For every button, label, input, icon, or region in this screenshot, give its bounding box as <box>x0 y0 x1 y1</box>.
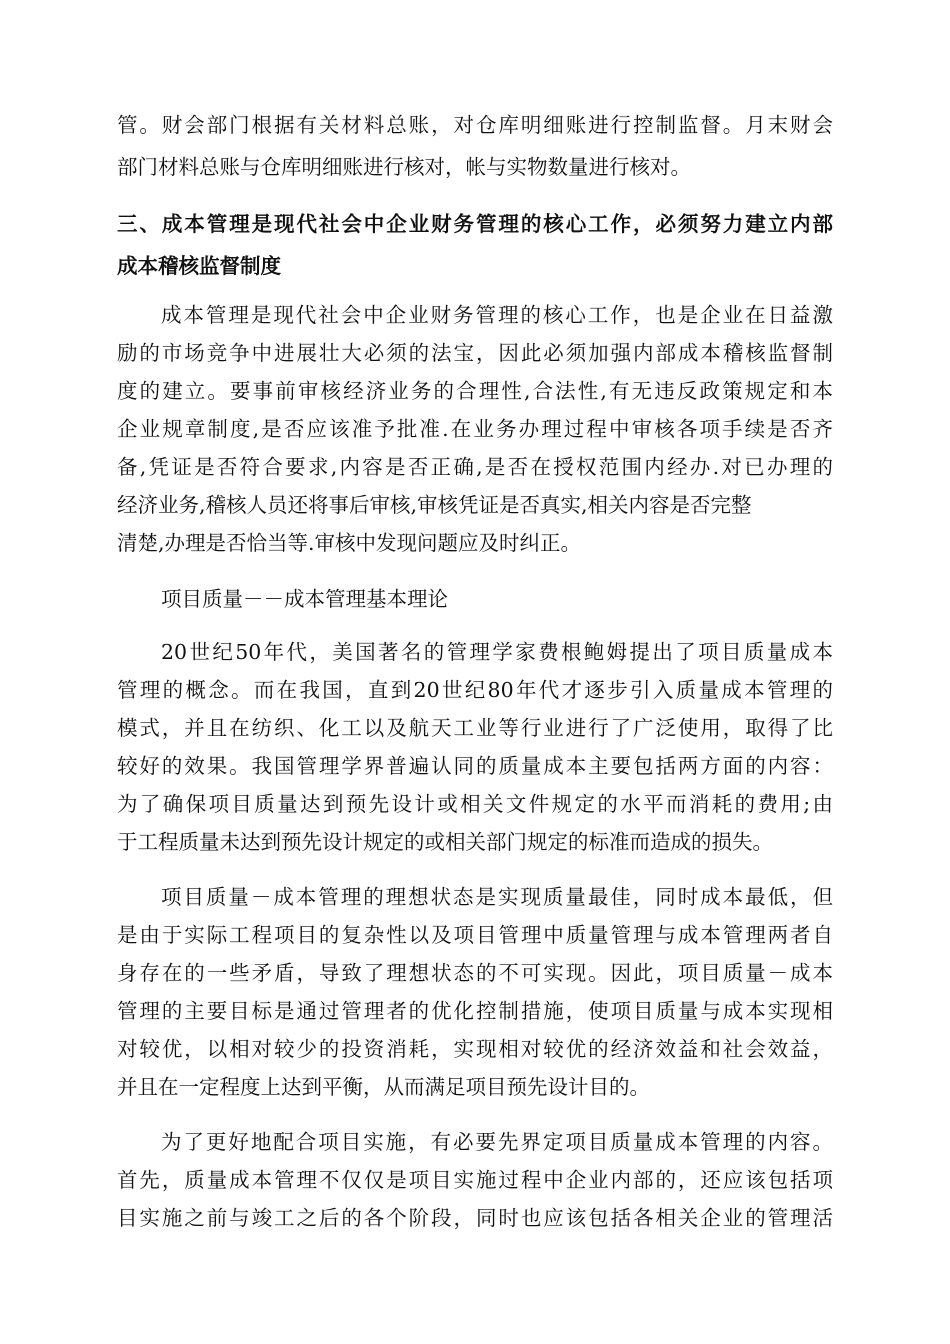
body-text-line: 是由于实际工程项目的复杂性以及项目管理中质量管理与成本管理两者自 <box>117 923 833 947</box>
body-text-line: 并且在一定程度上达到平衡，从而满足项目预先设计目的。 <box>117 1075 650 1099</box>
body-text-line: 20世纪50年代，美国著名的管理学家费根鲍姆提出了项目质量成本 <box>161 640 833 664</box>
body-text-line: 管。财会部门根据有关材料总账，对仓库明细账进行控制监督。月末财会 <box>117 113 833 137</box>
body-text-line: 经济业务,稽核人员还将事后审核,审核凭证是否真实,相关内容是否完整 <box>117 493 752 517</box>
body-text-line: 备,凭证是否符合要求,内容是否正确,是否在授权范围内经办.对已办理的 <box>117 455 833 479</box>
body-text-line: 部门材料总账与仓库明细账进行核对，帐与实物数量进行核对。 <box>117 155 691 179</box>
section-heading: 成本稽核监督制度 <box>117 254 281 278</box>
body-text-line: 目实施之前与竣工之后的各个阶段，同时也应该包括各相关企业的管理活 <box>117 1206 833 1230</box>
body-text-line: 度的建立。要事前审核经济业务的合理性,合法性,有无违反政策规定和本 <box>117 379 833 403</box>
body-text-line: 成本管理是现代社会中企业财务管理的核心工作，也是企业在日益激 <box>161 303 833 327</box>
body-text-line: 管理的主要目标是通过管理者的优化控制措施，使项目质量与成本实现相 <box>117 999 833 1023</box>
body-text-line: 为了更好地配合项目实施，有必要先界定项目质量成本管理的内容。 <box>161 1130 833 1154</box>
body-text-line: 项目质量－成本管理的理想状态是实现质量最佳，同时成本最低，但 <box>161 885 833 909</box>
body-text-line: 励的市场竞争中进展壮大必须的法宝，因此必须加强内部成本稽核监督制 <box>117 341 833 365</box>
body-text-line: 于工程质量未达到预先设计规定的或相关部门规定的标准而造成的损失。 <box>117 830 773 854</box>
subtitle: 项目质量－－成本管理基本理论 <box>161 587 448 611</box>
section-heading: 三、成本管理是现代社会中企业财务管理的核心工作，必须努力建立内部 <box>117 212 833 236</box>
body-text-line: 较好的效果。我国管理学界普遍认同的质量成本主要包括两方面的内容： <box>117 754 833 778</box>
body-text-line: 模式，并且在纺织、化工以及航天工业等行业进行了广泛使用，取得了比 <box>117 716 833 740</box>
body-text-line: 身存在的一些矛盾，导致了理想状态的不可实现。因此，项目质量－成本 <box>117 961 833 985</box>
body-text-line: 企业规章制度,是否应该准予批准.在业务办理过程中审核各项手续是否齐 <box>117 417 833 441</box>
body-text-line: 为了确保项目质量达到预先设计或相关文件规定的水平而消耗的费用;由 <box>117 792 833 816</box>
body-text-line: 首先，质量成本管理不仅仅是项目实施过程中企业内部的，还应该包括项 <box>117 1168 833 1192</box>
body-text-line: 清楚,办理是否恰当等.审核中发现问题应及时纠正。 <box>117 531 582 555</box>
body-text-line: 管理的概念。而在我国，直到20世纪80年代才逐步引入质量成本管理的 <box>117 678 833 702</box>
body-text-line: 对较优，以相对较少的投资消耗，实现相对较优的经济效益和社会效益， <box>117 1037 833 1061</box>
